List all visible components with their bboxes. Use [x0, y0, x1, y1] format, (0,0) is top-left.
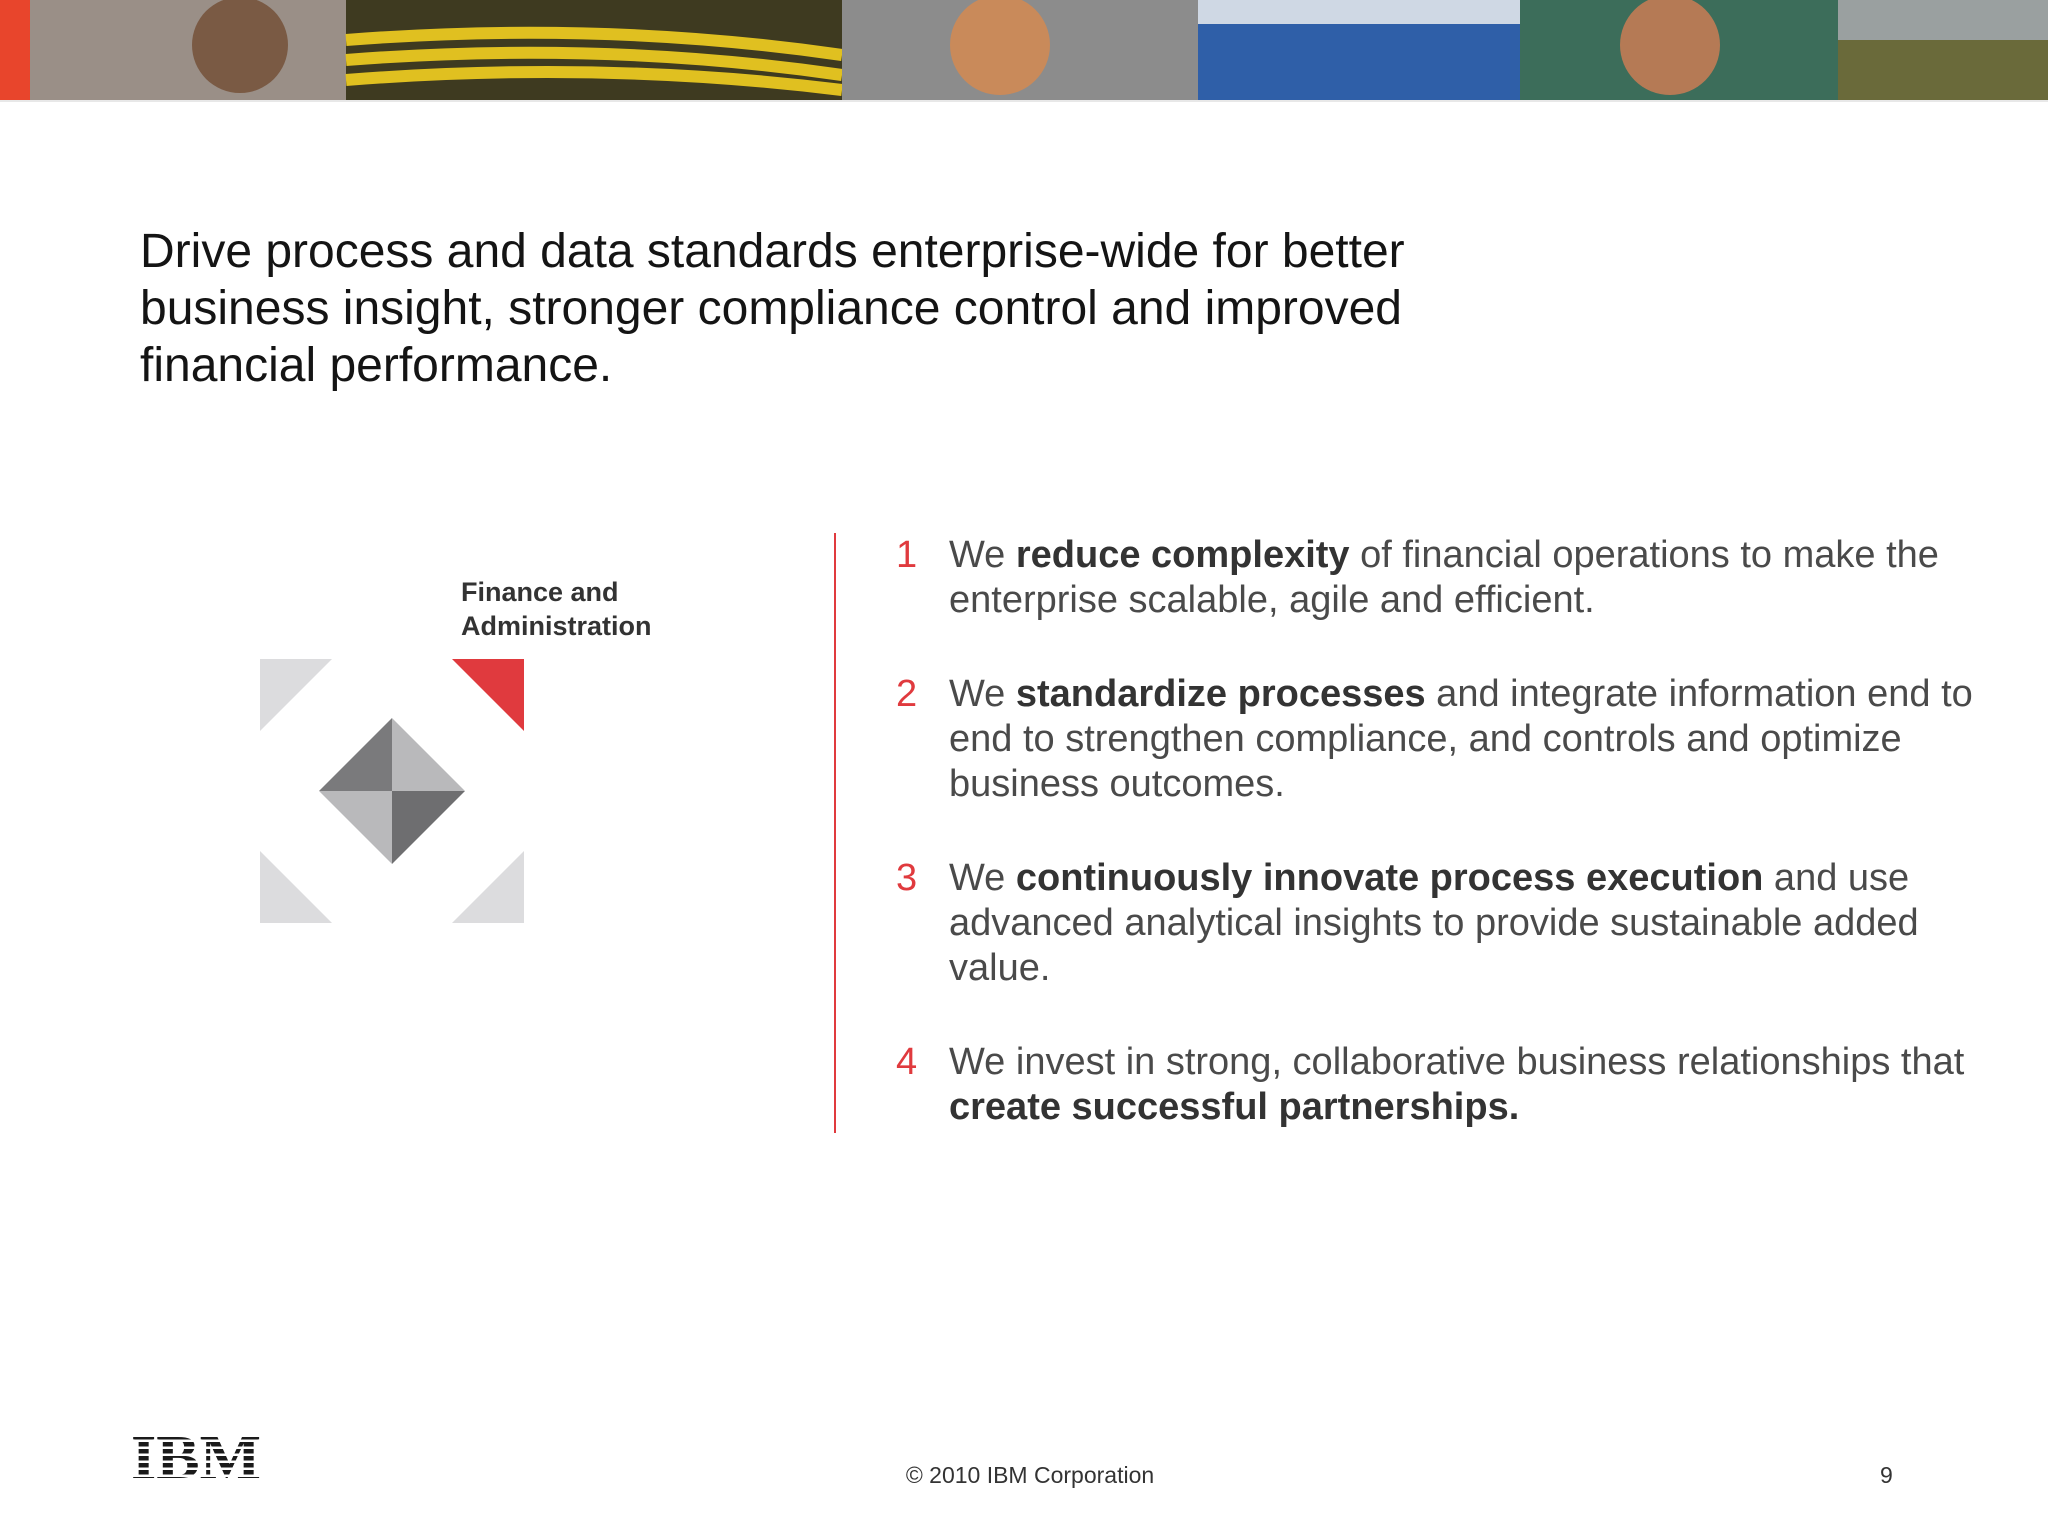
emblem-corner-top-right: [452, 659, 524, 731]
value-point-4: [896, 1040, 1996, 1130]
value-point-text-bold: reduce complexity: [1015, 534, 1350, 576]
slide-headline: Drive process and data standards enterprise-wide for better business insight, stronger compliance control and improved financial performance.: [140, 225, 1405, 392]
emblem-corner-bottom-left: [260, 851, 332, 923]
copyright-notice: © 2010 IBM Corporation: [905, 1462, 1155, 1488]
banner-divider: [0, 100, 2048, 102]
emblem-diamond-top-right: [392, 718, 465, 791]
value-point-text-post: and integrate information end to end to strengthen compliance, and controls and optimize business outcomes.: [949, 673, 1973, 805]
emblem-diamond-top-left: [319, 718, 392, 791]
value-point-number: 1: [896, 534, 918, 576]
banner-photo-woman-1: [30, 0, 346, 100]
emblem-label-line-2: Administration: [461, 611, 652, 641]
emblem-corner-top-left: [260, 659, 332, 731]
value-point-text-post: and use advanced analytical insights to provide sustainable added value.: [949, 857, 1919, 989]
emblem-diamond-bottom-left: [319, 791, 392, 864]
banner-red-tab: [0, 0, 30, 100]
value-point-text-pre: We: [949, 857, 1016, 899]
value-point-1: [896, 533, 1996, 623]
emblem-label-line-1: Finance and: [461, 577, 619, 607]
vertical-divider: [834, 533, 836, 1133]
page-number: 9: [1880, 1462, 1893, 1488]
value-point-text-bold: create successful partnerships.: [949, 1086, 1520, 1128]
value-point-text-pre: We: [949, 673, 1016, 715]
value-point-2: [896, 672, 1996, 807]
value-points-list: [896, 533, 1996, 1179]
value-point-text-post: of financial operations to make the enterprise scalable, agile and efficient.: [949, 534, 1939, 621]
svg-text:IBM: IBM: [131, 1428, 261, 1484]
finance-emblem-icon: [260, 659, 524, 923]
emblem-label: [461, 575, 721, 643]
emblem-diamond-bottom-right: [392, 791, 465, 864]
value-point-number: 3: [896, 857, 918, 899]
emblem-corner-bottom-right: [452, 851, 524, 923]
ibm-logo: [131, 1428, 271, 1484]
value-point-text-bold: standardize processes: [1015, 673, 1426, 715]
value-point-text-pre: We: [949, 534, 1016, 576]
photo-banner: [0, 0, 2048, 100]
value-point-text-pre: We invest in strong, collaborative business relationships that: [949, 1041, 1965, 1083]
value-point-number: 2: [896, 673, 918, 715]
value-point-3: [896, 856, 1996, 991]
value-point-text-bold: continuously innovate process execution: [1015, 857, 1764, 899]
value-point-number: 4: [896, 1041, 918, 1083]
